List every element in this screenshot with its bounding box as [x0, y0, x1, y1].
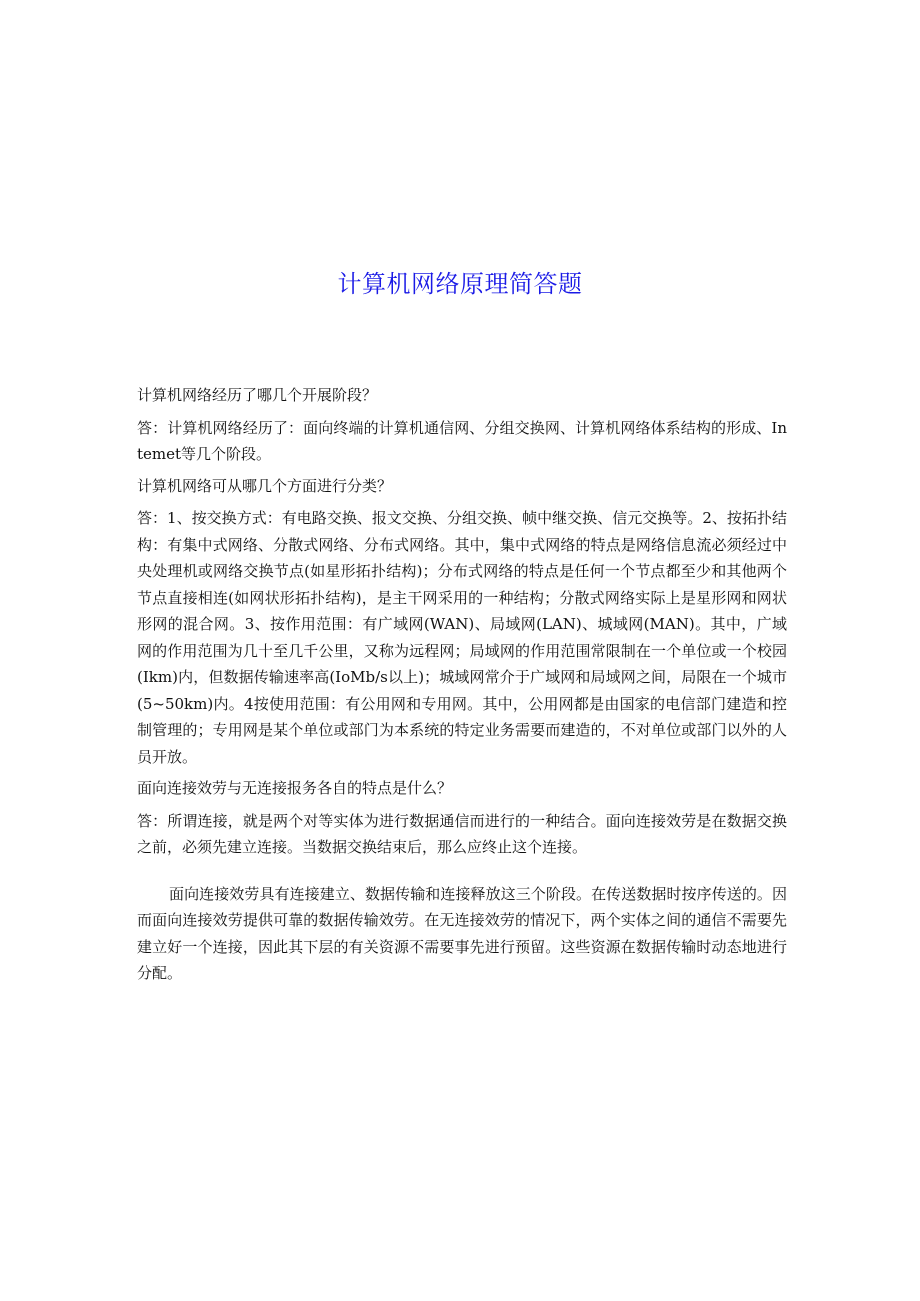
question-2: 计算机网络可从哪几个方面进行分类？ [137, 476, 393, 495]
question-3: 面向连接效劳与无连接报务各自的特点是什么？ [137, 779, 453, 797]
answer-3: 答：所谓连接，就是两个对等实体为进行数据通信而进行的一种结合。面向连接效劳是在数据交换之前，必须先建立连接。当数据交换结束后，那么应终止这个连接。 [137, 811, 787, 856]
page-title: 计算机网络原理简答题 [337, 270, 583, 298]
document-body [137, 382, 787, 992]
question-1: 计算机网络经历了哪几个开展阶段？ [137, 386, 378, 404]
answer-3-continued: 面向连接效劳具有连接建立、数据传输和连接释放这三个阶段。在传送数据时按序传送的。因而面向连接效劳提供可靠的数据传输效劳。在无连接效劳的情况下，两个实体之间的通信不需要先建立好一个连接，因此其下层的有关资源不需要事先进行预留。这些资源在数据传输时动态地进行分配。 [137, 884, 787, 982]
answer-2: 答：1、按交换方式：有电路交换、报文交换、分组交换、帧中继交换、信元交换等。2、按拓扑结构：有集中式网络、分散式网络、分布式网络。其中，集中式网络的特点是网络信息流必须经过中央处理机或网络交换节点(如星形拓扑结构)；分布式网络的特点是任何一个节点都至少和其他两个节点直接相连(如网状形拓扑结构)，是主干网采用的一种结构；分散式网络实际上是星形网和网状形网的混合网。3、按作用范围：有广域网(WAN)、局域网(LAN)、城域网(MAN)。其中，广域网的作用范围为几十至几千公里，又称为远程网；局域网的作用范围常限制在一个单位或一个校园(Ikm)内，但数据传输速率高(IoMb/s以上)；城域网常介于广域网和局域网之间，局限在一个城市(5~50km)内。4按使用范围：有公用网和专用网。其中，公用网都是由国家的电信部门建造和控制管理的；专用网是某个单位或部门为本系统的特定业务需要而建造的，不对单位或部门以外的人员开放。 [137, 509, 787, 766]
answer-1: 答：计算机网络经历了：面向终端的计算机通信网、分组交换网、计算机网络体系结构的形成、Intemet等几个阶段。 [137, 418, 787, 463]
